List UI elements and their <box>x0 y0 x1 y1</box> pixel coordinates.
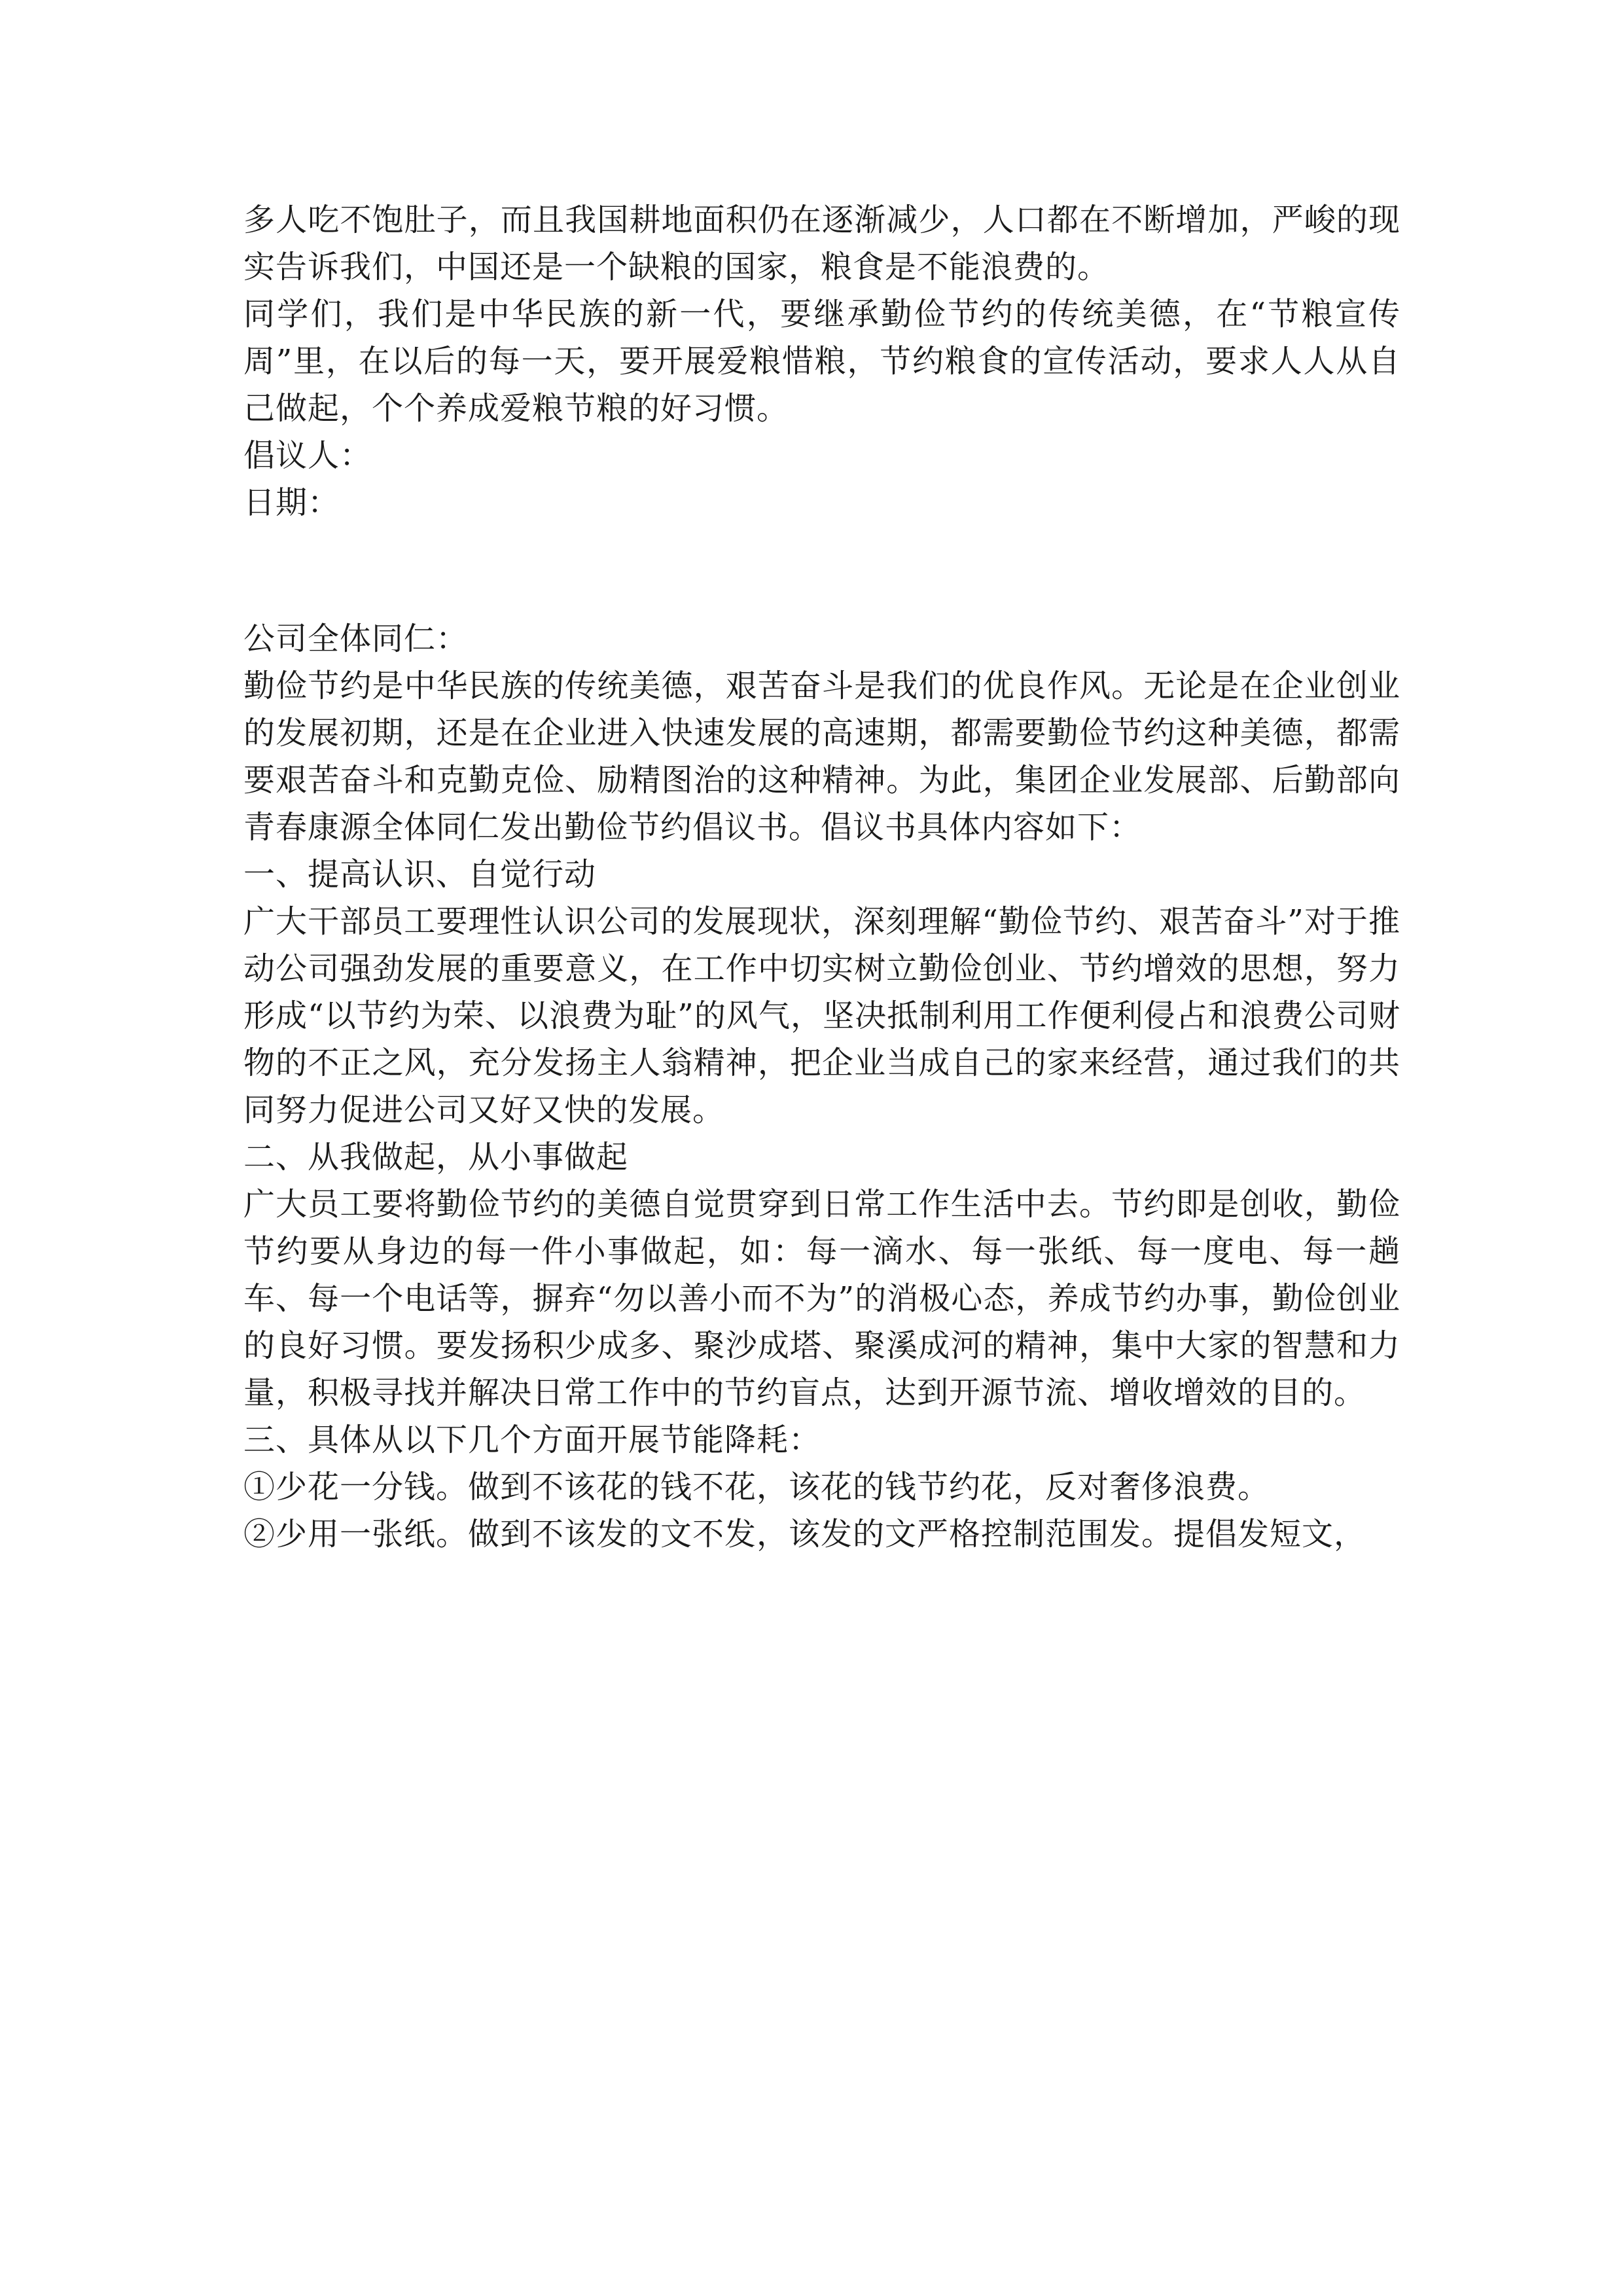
section-heading-1: 一、提高认识、自觉行动 <box>243 856 597 893</box>
document-page <box>243 196 1400 1558</box>
section-heading-2: 二、从我做起，从小事做起 <box>243 1139 629 1175</box>
paragraph-students-appeal: 同学们，我们是中华民族的新一代，要继承勤俭节约的传统美德，在“节粮宣传周”里，在以后的每一天，要开展爱粮惜粮，节约粮食的宣传活动，要求人人从自己做起，个个养成爱粮节粮的好习惯。 <box>243 296 1400 427</box>
section-gap <box>243 526 1400 615</box>
list-item-paper: ②少用一张纸。做到不该发的文不发，该发的文严格控制范围发。提倡发短文， <box>243 1516 1366 1552</box>
paragraph-section-1: 广大干部员工要理性认识公司的发展现状，深刻理解“勤俭节约、艰苦奋斗”对于推动公司强劲发展的重要意义，在工作中切实树立勤俭创业、节约增效的思想，努力形成“以节约为荣、以浪费为耻”的风气，坚决抵制利用工作便利侵占和浪费公司财物的不正之风，充分发扬主人翁精神，把企业当成自己的家来经营，通过我们的共同努力促进公司又好又快的发展。 <box>243 903 1400 1128</box>
proposer-line: 倡议人： <box>243 437 372 474</box>
list-item-money: ①少花一分钱。做到不该花的钱不花，该花的钱节约花，反对奢侈浪费。 <box>243 1469 1270 1505</box>
salutation: 公司全体同仁： <box>243 620 469 657</box>
date-line: 日期： <box>243 484 340 521</box>
section-heading-3: 三、具体从以下几个方面开展节能降耗： <box>243 1422 821 1458</box>
paragraph-section-2: 广大员工要将勤俭节约的美德自觉贯穿到日常工作生活中去。节约即是创收，勤俭节约要从身边的每一件小事做起，如：每一滴水、每一张纸、每一度电、每一趟车、每一个电话等，摒弃“勿以善小而不为”的消极心态，养成节约办事，勤俭创业的良好习惯。要发扬积少成多、聚沙成塔、聚溪成河的精神，集中大家的智慧和力量，积极寻找并解决日常工作中的节约盲点，达到开源节流、增收增效的目的。 <box>243 1186 1400 1411</box>
paragraph-intro: 勤俭节约是中华民族的传统美德，艰苦奋斗是我们的优良作风。无论是在企业创业的发展初期，还是在企业进入快速发展的高速期，都需要勤俭节约这种美德，都需要艰苦奋斗和克勤克俭、励精图治的这种精神。为此，集团企业发展部、后勤部向青春康源全体同仁发出勤俭节约倡议书。倡议书具体内容如下： <box>243 668 1400 846</box>
paragraph-grain-shortage: 多人吃不饱肚子，而且我国耕地面积仍在逐渐减少，人口都在不断增加，严峻的现实告诉我们，中国还是一个缺粮的国家，粮食是不能浪费的。 <box>243 202 1400 285</box>
